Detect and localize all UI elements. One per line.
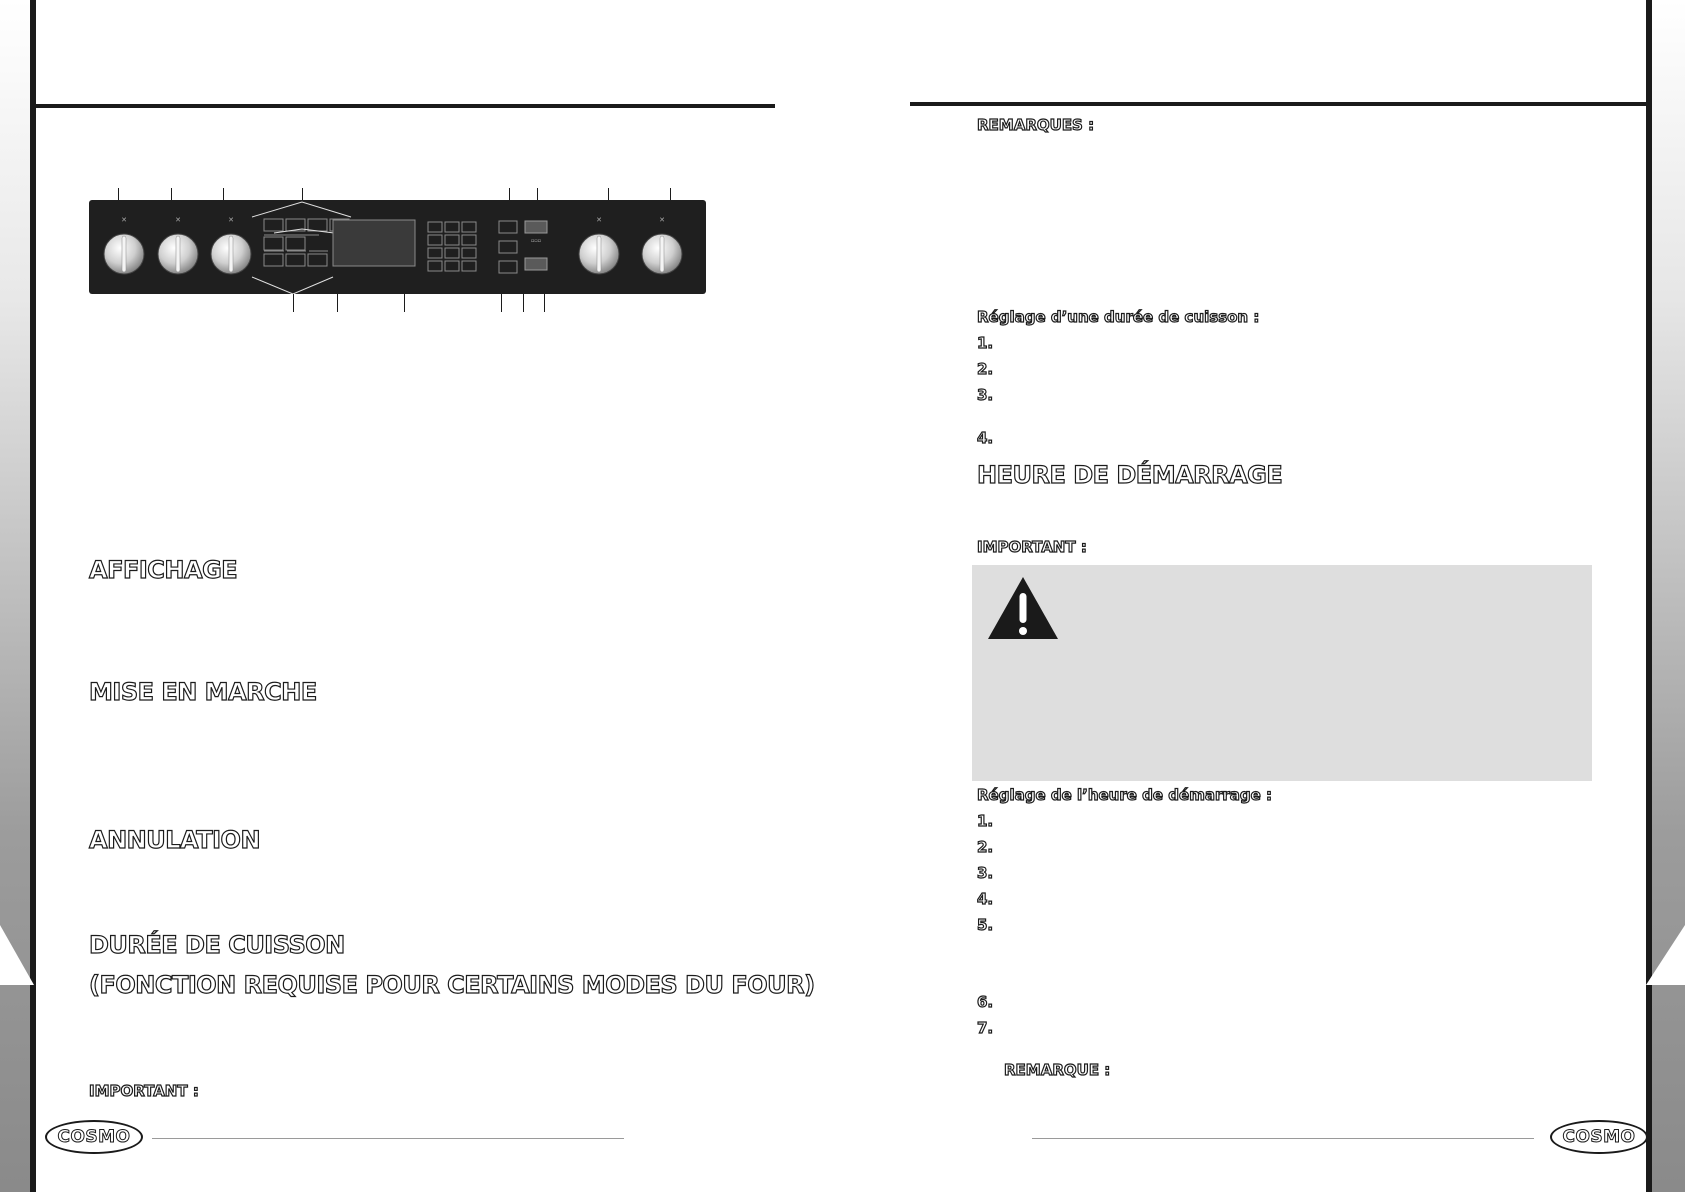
warning-box bbox=[972, 565, 1592, 781]
timer-buttons[interactable] bbox=[499, 221, 517, 273]
heure-step-4: 4. bbox=[977, 890, 994, 908]
heading-annulation: ANNULATION bbox=[89, 826, 261, 854]
numeric-keypad[interactable] bbox=[428, 222, 476, 271]
heading-duree-de-cuisson: DURÉE DE CUISSON bbox=[89, 931, 345, 959]
cosmo-logo-left bbox=[45, 1120, 143, 1154]
heure-step-2: 2. bbox=[977, 838, 994, 856]
burner-knob-4[interactable] bbox=[579, 216, 619, 274]
left-page-gutter bbox=[0, 0, 32, 1192]
right-page-header-rule bbox=[910, 102, 1650, 106]
heure-step-5: 5. bbox=[977, 916, 994, 934]
heure-step-6: 6. bbox=[977, 993, 994, 1011]
digital-display bbox=[333, 220, 415, 266]
control-panel-drawing bbox=[89, 200, 706, 294]
heading-heure-de-demarrage: HEURE DE DÉMARRAGE bbox=[977, 461, 1283, 489]
duree-step-4: 4. bbox=[977, 429, 994, 447]
logo-text: COSMO bbox=[1562, 1127, 1636, 1147]
heure-step-3: 3. bbox=[977, 864, 994, 882]
duree-step-2: 2. bbox=[977, 360, 994, 378]
footer-rule-right bbox=[1032, 1138, 1534, 1139]
logo-text: COSMO bbox=[57, 1127, 131, 1147]
svg-text:✕: ✕ bbox=[175, 216, 181, 224]
important-label-left: IMPORTANT : bbox=[89, 1082, 199, 1100]
left-gutter-rule bbox=[30, 0, 36, 1192]
remarque-label: REMARQUE : bbox=[1004, 1061, 1111, 1079]
svg-text:✕: ✕ bbox=[228, 216, 234, 224]
heure-step-7: 7. bbox=[977, 1019, 994, 1037]
footer-rule-left bbox=[152, 1138, 624, 1139]
stop-button[interactable] bbox=[525, 258, 547, 270]
svg-text:✕: ✕ bbox=[659, 216, 665, 224]
cosmo-logo-right bbox=[1550, 1120, 1648, 1154]
warning-triangle-icon bbox=[986, 573, 1060, 643]
right-gutter-corner bbox=[1646, 925, 1685, 985]
right-page-gutter bbox=[1646, 0, 1685, 1192]
heading-mise-en-marche: MISE EN MARCHE bbox=[89, 678, 317, 706]
reglage-heure-label: Réglage de l’heure de démarrage : bbox=[977, 786, 1272, 804]
remarques-label: REMARQUES : bbox=[977, 116, 1095, 134]
duree-step-3: 3. bbox=[977, 386, 994, 404]
svg-text:▫▫▫: ▫▫▫ bbox=[530, 238, 542, 244]
heading-affichage: AFFICHAGE bbox=[89, 556, 238, 584]
left-page-header-rule bbox=[32, 104, 775, 108]
oven-control-panel bbox=[89, 200, 706, 294]
burner-knob-5[interactable] bbox=[642, 216, 682, 274]
svg-text:✕: ✕ bbox=[121, 216, 127, 224]
important-label-right: IMPORTANT : bbox=[977, 538, 1087, 556]
burner-knob-2[interactable] bbox=[158, 216, 198, 274]
reglage-duree-label: Réglage d’une durée de cuisson : bbox=[977, 308, 1260, 326]
right-gutter-rule bbox=[1646, 0, 1652, 1192]
start-button[interactable] bbox=[525, 221, 547, 233]
left-gutter-corner bbox=[0, 925, 34, 985]
duree-step-1: 1. bbox=[977, 334, 994, 352]
burner-knob-1[interactable] bbox=[104, 216, 144, 274]
heading-fonction-requise: (FONCTION REQUISE POUR CERTAINS MODES DU FOUR) bbox=[89, 971, 815, 999]
burner-knob-3[interactable] bbox=[211, 216, 251, 274]
svg-text:✕: ✕ bbox=[596, 216, 602, 224]
heure-step-1: 1. bbox=[977, 812, 994, 830]
